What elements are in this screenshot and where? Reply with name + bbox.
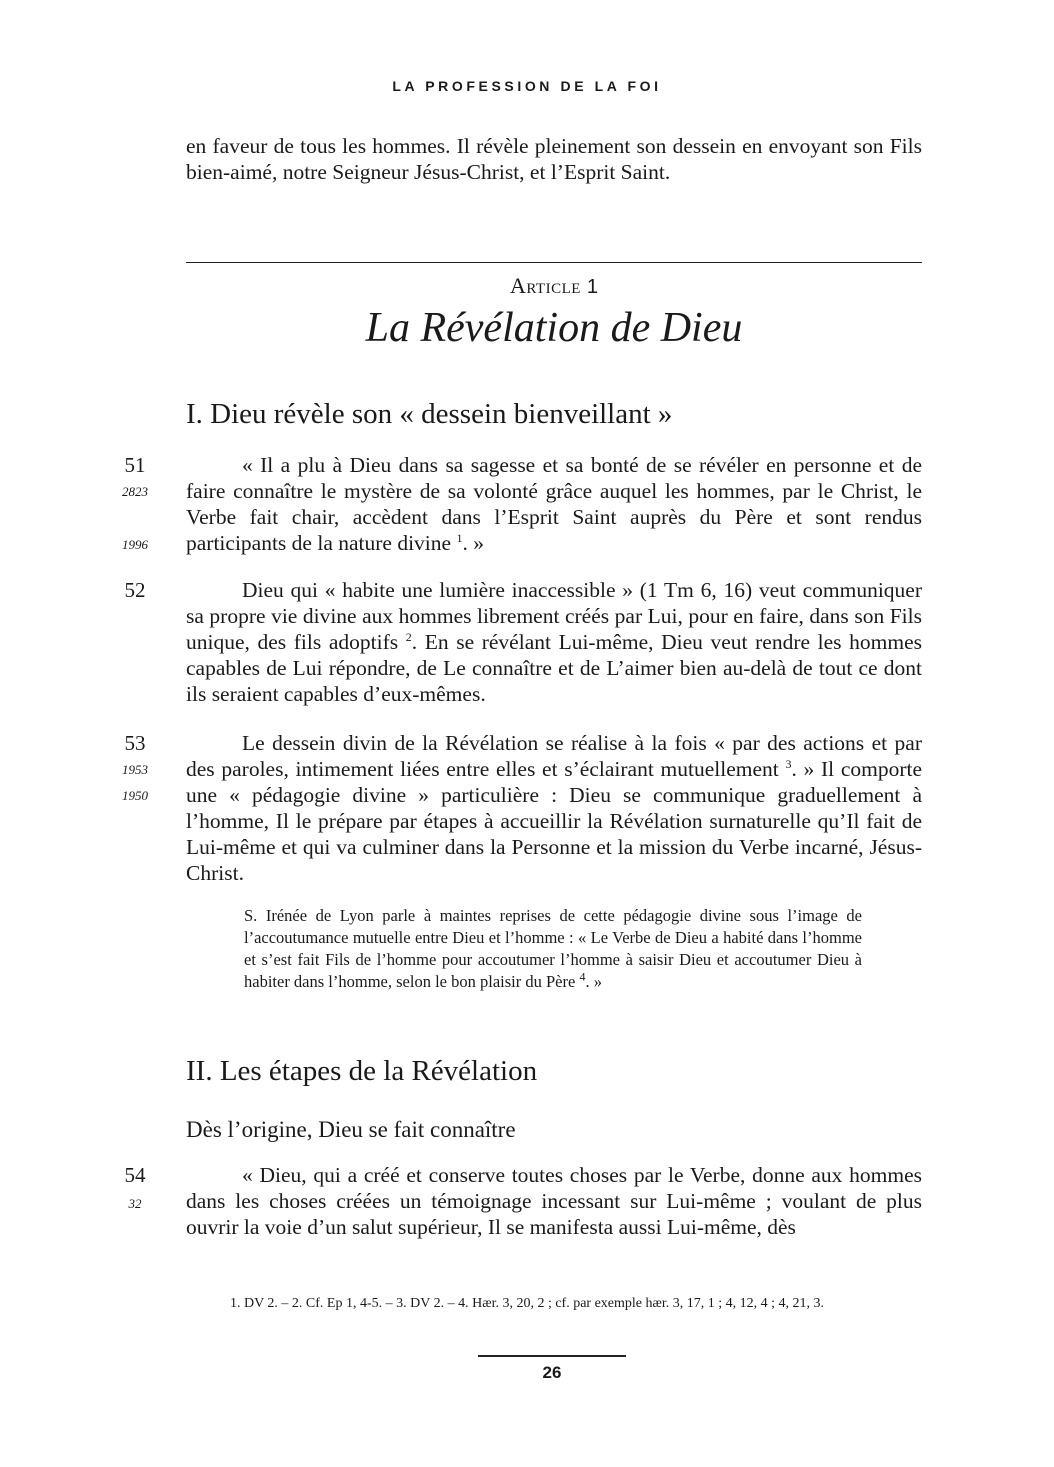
quote-tail: . » <box>585 972 602 991</box>
running-head: LA PROFESSION DE LA FOI <box>392 78 662 94</box>
section-1-heading: I. Dieu révèle son « dessein bienveillant » <box>186 398 673 430</box>
paragraph-52 <box>186 577 922 707</box>
paragraph-tail: . » Il comporte une « pédagogie divine » particulière : Dieu se communique graduellement à l’homme, Il le prépare par étapes à accueillir la Révélation surnaturelle qu’Il fait de Lui-même et qui va culminer dans la Personne et la mission du Verbe incarné, Jésus-Christ. <box>186 757 923 885</box>
paragraph-number-54: 54 <box>124 1163 146 1187</box>
cross-reference: 2823 <box>122 484 148 499</box>
paragraph-text: Dieu qui « habite une lumière inaccessible » (1 Tm 6, 16) veut communiquer sa propre vie divine aux hommes librement créés par Lui, pour en faire, dans son Fils unique, des fils adoptifs <box>186 578 922 654</box>
paragraph-number-53: 53 <box>124 731 146 755</box>
paragraph-54 <box>186 1162 922 1240</box>
paragraph-text: « Il a plu à Dieu dans sa sagesse et sa bonté de se révéler en personne et de faire connaître le mystère de sa volonté grâce auquel les hommes, par le Christ, le Verbe fait chair, accèdent dans l’Esprit Saint auprès du Père et sont rendus participants de la nature divine <box>186 453 922 555</box>
intro-paragraph: en faveur de tous les hommes. Il révèle pleinement son dessein en envoyant son Fils bien-aimé, notre Seigneur Jésus-Christ, et l’Esprit Saint. <box>186 134 922 184</box>
cross-reference: 1950 <box>122 788 148 803</box>
article-word: Article <box>509 273 581 298</box>
quote-text: S. Irénée de Lyon parle à maintes reprises de cette pédagogie divine sous l’image de l’accoutumance mutuelle entre Dieu et l’homme : « Le Verbe de Dieu a habité dans l’homme et s’est fait Fils de l’homme pour accoutumer l’homme à saisir Dieu et accoutumer Dieu à habiter dans l’homme, selon le bon plaisir du Père <box>244 906 862 991</box>
paragraph-53 <box>186 730 922 886</box>
cross-reference: 32 <box>128 1196 142 1211</box>
paragraph-text: « Dieu, qui a créé et conserve toutes choses par le Verbe, donne aux hommes dans les choses créées un témoignage incessant sur Lui-même ; voulant de plus ouvrir la voie d’un salut supérieur, Il se manifesta aussi Lui-même, dès <box>186 1163 922 1239</box>
paragraph-number-51: 51 <box>124 453 146 477</box>
cross-reference: 1996 <box>122 537 148 552</box>
section-2-subheading: Dès l’origine, Dieu se fait connaître <box>186 1117 516 1142</box>
article-number: 1 <box>586 276 599 298</box>
paragraph-51 <box>186 452 922 556</box>
paragraph-text: Le dessein divin de la Révélation se réalise à la fois « par des actions et par des paroles, intimement liées entre elles et s’éclairant mutuellement <box>186 731 922 781</box>
page-number: 26 <box>542 1363 562 1382</box>
irenaeus-quote <box>244 905 862 993</box>
article-title: La Révélation de Dieu <box>365 305 743 351</box>
footnote-ref: 4 <box>579 969 586 984</box>
cross-reference: 1953 <box>122 762 148 777</box>
footnote-ref: 1 <box>456 530 463 545</box>
paragraph-tail: . En se révélant Lui-même, Dieu veut rendre les hommes capables de Lui répondre, de Le connaître et de L’aimer bien au-delà de tout ce dont ils seraient capables d’eux-mêmes. <box>186 630 922 706</box>
paragraph-number-52: 52 <box>124 578 146 602</box>
article-label <box>186 273 922 299</box>
section-2-heading: II. Les étapes de la Révélation <box>186 1055 538 1087</box>
paragraph-tail: . » <box>462 531 484 555</box>
article-rule <box>186 262 922 263</box>
folio-rule <box>478 1355 626 1357</box>
footnote-ref: 2 <box>405 629 412 644</box>
footnote-ref: 3 <box>785 756 792 771</box>
footnotes: 1. DV 2. – 2. Cf. Ep 1, 4-5. – 3. DV 2. – 4. Hær. 3, 20, 2 ; cf. par exemple hær. 3, 17, 1 ; 4, 12, 4 ; 4, 21, 3. <box>229 1296 825 1311</box>
